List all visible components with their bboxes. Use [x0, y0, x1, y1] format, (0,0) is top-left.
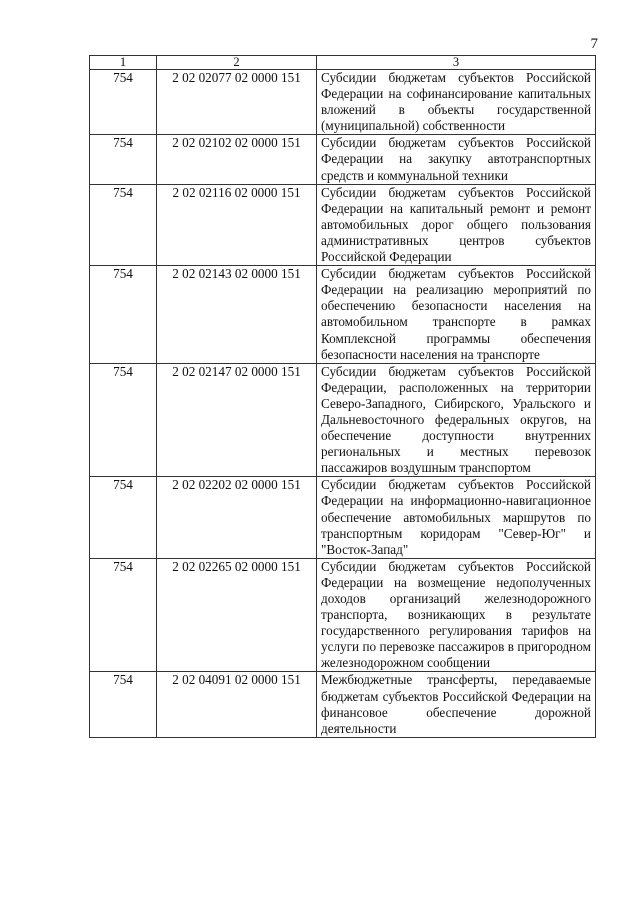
description-cell: Субсидии бюджетам субъектов Российской Федерации на реализацию мероприятий по обеспечению безопасности населения на автомобильном транспорте в рамках Комплексной программы обеспечения безопасности населения на транспорте: [317, 266, 596, 364]
admin-code-cell: 754: [90, 477, 157, 558]
page-number: 7: [590, 36, 598, 52]
column-header-3: 3: [317, 56, 596, 70]
revenue-code-cell: 2 02 02143 02 0000 151: [157, 266, 317, 364]
table-row: [90, 477, 596, 558]
budget-codes-table: [89, 55, 596, 738]
table-row: [90, 672, 596, 737]
description-cell: Субсидии бюджетам субъектов Российской Федерации на закупку автотранспортных средств и коммунальной техники: [317, 135, 596, 184]
description-cell: Субсидии бюджетам субъектов Российской Федерации, расположенных на территории Северо-Западного, Сибирского, Уральского и Дальневосточного федеральных округов, на обеспечение доступности внутренних региональных и местных перевозок пассажиров воздушным транспортом: [317, 363, 596, 477]
revenue-code-cell: 2 02 02265 02 0000 151: [157, 558, 317, 672]
header-row: [90, 56, 596, 70]
table-row: [90, 363, 596, 477]
revenue-code-cell: 2 02 02202 02 0000 151: [157, 477, 317, 558]
revenue-code-cell: 2 02 04091 02 0000 151: [157, 672, 317, 737]
column-header-1: 1: [90, 56, 157, 70]
revenue-code-cell: 2 02 02102 02 0000 151: [157, 135, 317, 184]
table-row: [90, 266, 596, 364]
description-cell: Субсидии бюджетам субъектов Российской Федерации на информационно-навигационное обеспечение автомобильных маршрутов по транспортным коридорам "Север-Юг" и "Восток-Запад": [317, 477, 596, 558]
description-cell: Субсидии бюджетам субъектов Российской Федерации на возмещение недополученных доходов организаций железнодорожного транспорта, возникающих в результате государственного регулирования тарифов на услуги по перевозке пассажиров в пригородном железнодорожном сообщении: [317, 558, 596, 672]
revenue-code-cell: 2 02 02116 02 0000 151: [157, 184, 317, 265]
table-row: [90, 558, 596, 672]
column-header-2: 2: [157, 56, 317, 70]
table-row: [90, 135, 596, 184]
admin-code-cell: 754: [90, 70, 157, 135]
admin-code-cell: 754: [90, 184, 157, 265]
description-cell: Субсидии бюджетам субъектов Российской Федерации на софинансирование капитальных вложений в объекты государственной (муниципальной) собственности: [317, 70, 596, 135]
table-row: [90, 184, 596, 265]
table-row: [90, 70, 596, 135]
admin-code-cell: 754: [90, 363, 157, 477]
admin-code-cell: 754: [90, 558, 157, 672]
revenue-code-cell: 2 02 02077 02 0000 151: [157, 70, 317, 135]
admin-code-cell: 754: [90, 266, 157, 364]
revenue-code-cell: 2 02 02147 02 0000 151: [157, 363, 317, 477]
description-cell: Субсидии бюджетам субъектов Российской Федерации на капитальный ремонт и ремонт автомобильных дорог общего пользования административных центров субъектов Российской Федерации: [317, 184, 596, 265]
admin-code-cell: 754: [90, 135, 157, 184]
admin-code-cell: 754: [90, 672, 157, 737]
description-cell: Межбюджетные трансферты, передаваемые бюджетам субъектов Российской Федерации на финансовое обеспечение дорожной деятельности: [317, 672, 596, 737]
